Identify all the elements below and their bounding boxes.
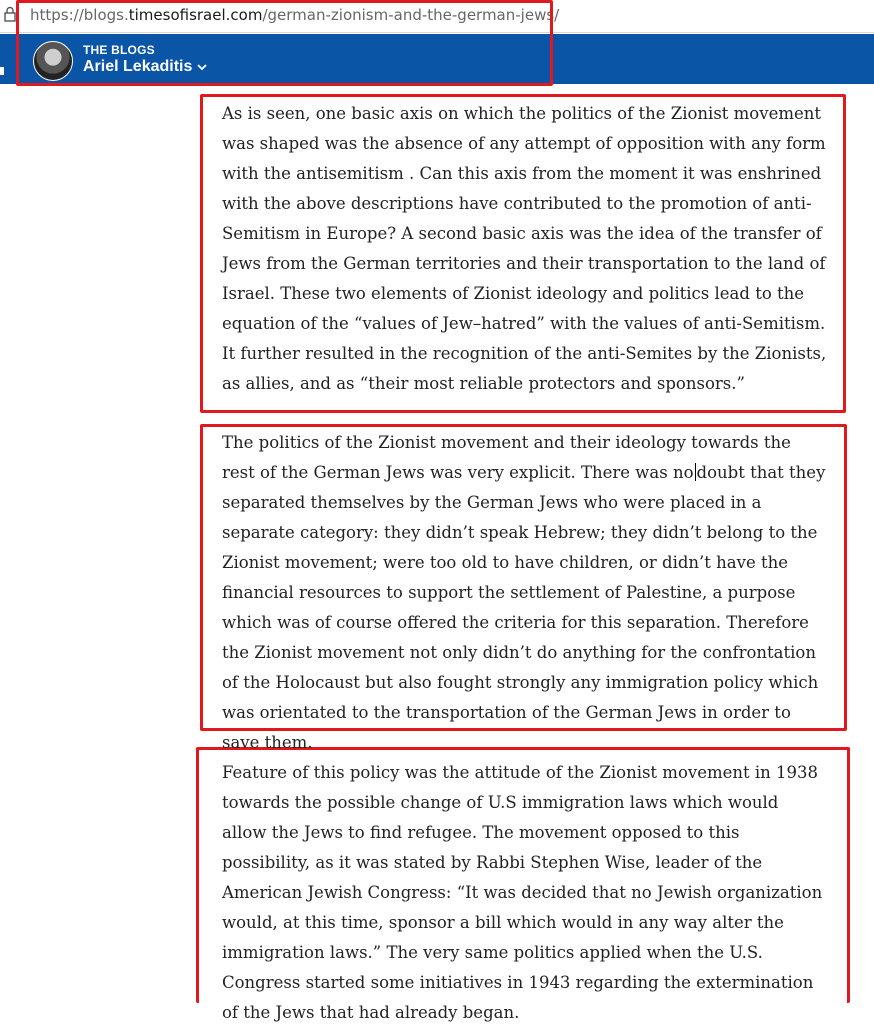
- article-paragraph: [222, 428, 827, 758]
- paragraph-text-after-cursor: doubt that they separated themselves by the German Jews who were placed in a separate category: they didn’t speak Hebrew; they didn’t belong to the Zionist movement; were too old to have children, or didn’t have the financial resources to support the settlement of Palestine, a purpose which was of course offered the criteria for this separation. Therefore the Zionist movement not only didn’t do anything for the confrontation of the Holocaust but also fought strongly any immigration policy which was orientated to the transportation of the German Jews in order to save them.: [222, 463, 826, 752]
- text-cursor: [695, 463, 696, 481]
- lock-icon: [4, 6, 16, 22]
- author-name[interactable]: Ariel Lekaditis: [83, 58, 193, 75]
- url-prefix: https://blogs.: [30, 6, 129, 24]
- paragraph-text-before-cursor: The politics of the Zionist movement and their ideology towards the rest of the German Jews was very explicit. There was no: [222, 433, 791, 482]
- url-path: /german-zionism-and-the-german-jews/: [262, 6, 560, 24]
- url-domain: timesofisrael.com: [128, 6, 263, 24]
- article-paragraph: Feature of this policy was the attitude of the Zionist movement in 1938 towards the possible change of U.S immigration laws which would allow the Jews to find refugee. The movement opposed to this possibility, as it was stated by Rabbi Stephen Wise, leader of the American Jewish Congress: “It was decided that no Jewish organization would, at this time, sponsor a bill which would in any way alter the immigration laws.” The very same politics applied when the U.S. Congress started some initiatives in 1943 regarding the extermination of the Jews that had already began.: [222, 763, 823, 1022]
- blogs-section-label[interactable]: THE BLOGS: [83, 43, 155, 57]
- edge-marker: [0, 67, 4, 75]
- article-paragraph: As is seen, one basic axis on which the politics of the Zionist movement was shaped was the absence of any attempt of opposition with any form with the antisemitism . Can this axis from the moment it was enshrined with the above descriptions have contributed to the promotion of anti-Semitism in Europe? A second basic axis was the idea of the transfer of Jews from the German territories and their transportation to the land of Israel. These two elements of Zionist ideology and politics lead to the equation of the “values of Jew–hatred” with the values of anti-Semitism. It further resulted in the recognition of the anti-Semites by the Zionists, as allies, and as “their most reliable protectors and sponsors.”: [222, 104, 827, 393]
- annotation-box-header: [16, 0, 553, 86]
